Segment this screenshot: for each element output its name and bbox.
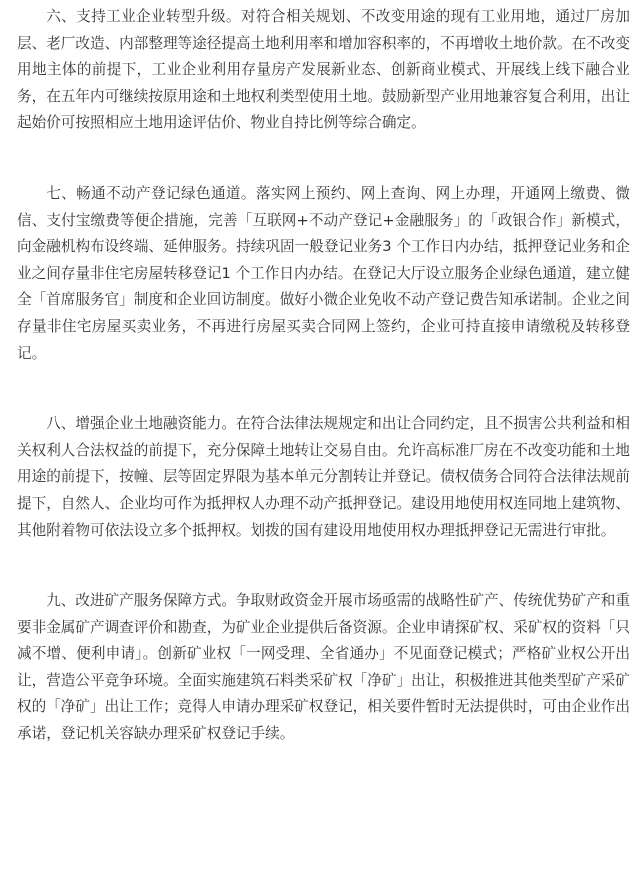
paragraph-six: 六、支持工业企业转型升级。对符合相关规划、不改变用途的现有工业用地，通过厂房加层、老厂改造、内部整理等途径提高土地利用率和增加容积率的，不再增收土地价款。在不改变用地主体的前提下，工业企业利用存量房产发展新业态、创新商业模式、开展线上线下融合业务，在五年内可继续按原用途和土地权利类型使用土地。鼓励新型产业用地兼容复合利用，出让起始价可按照相应土地用途评估价、物业自持比例等综合确定。 <box>17 8 630 132</box>
paragraph-nine: 九、改进矿产服务保障方式。争取财政资金开展市场亟需的战略性矿产、传统优势矿产和重要非金属矿产调查评价和勘查，为矿业企业提供后备资源。企业申请探矿权、采矿权的资料「只减不增、便利申请」。创新矿业权「一网受理、全省通办」不见面登记模式；严格矿业权公开出让，营造公平竞争环境。全面实施建筑石料类采矿权「净矿」出让，积极推进其他类型矿产采矿权的「净矿」出让工作；竞得人申请办理采矿权登记，相关要件暂时无法提供时，可由企业作出承诺，登记机关容缺办理采矿权登记手续。 <box>17 592 630 743</box>
paragraph-seven: 七、畅通不动产登记绿色通道。落实网上预约、网上查询、网上办理，开通网上缴费、微信、支付宝缴费等便企措施，完善「互联网+不动产登记+金融服务」的「政银合作」新模式，向金融机构布设终端、延伸服务。持续巩固一般登记业务3 个工作日内办结，抵押登记业务和企业之间存量非住宅房屋转移登记1 个工作日内办结。在登记大厅设立服务企业绿色通道，建立健全「首席服务官」制度和企业回访制度。做好小微企业免收不动产登记费告知承诺制。企业之间存量非住宅房屋买卖业务，不再进行房屋买卖合同网上签约，企业可持直接申请缴税及转移登记。 <box>17 184 630 362</box>
paragraph-eight: 八、增强企业土地融资能力。在符合法律法规规定和出让合同约定，且不损害公共利益和相关权利人合法权益的前提下，充分保障土地转让交易自由。允许高标准厂房在不改变功能和土地用途的前提下，按幢、层等固定界限为基本单元分割转让并登记。债权债务合同符合法律法规前提下，自然人、企业均可作为抵押权人办理不动产抵押登记。建设用地使用权连同地上建筑物、其他附着物可依法设立多个抵押权。划拨的国有建设用地使用权办理抵押登记无需进行审批。 <box>17 415 630 539</box>
